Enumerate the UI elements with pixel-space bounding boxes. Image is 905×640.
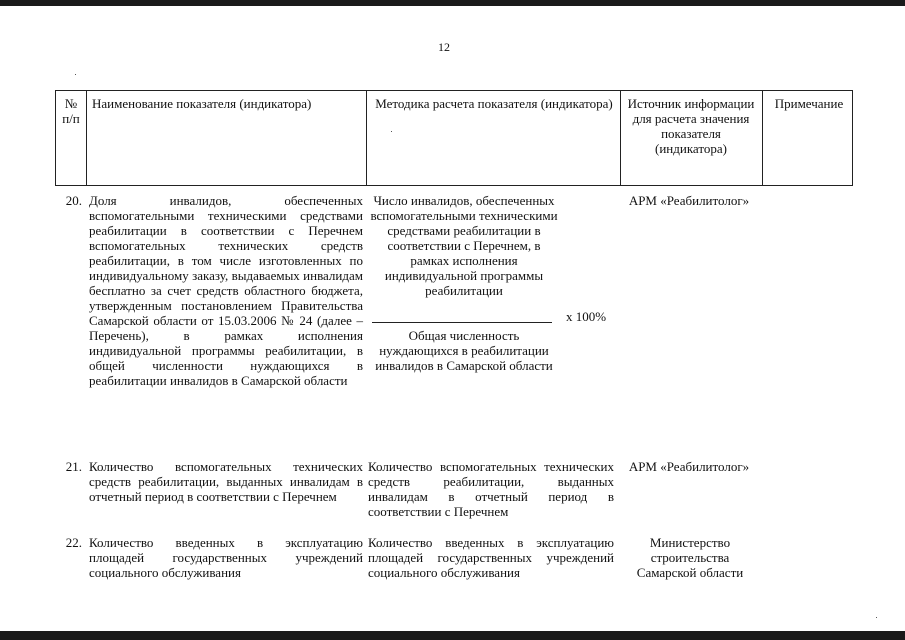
scan-top-border (0, 0, 905, 6)
header-num: № п/п (62, 96, 80, 126)
fraction-line (372, 322, 552, 323)
row-21-method: Количество вспомогательных технических средств реабилитации, выданных инвалидам в отчетный период в соответствии с Перечнем (368, 459, 614, 519)
page-number: 12 (438, 40, 450, 54)
column-divider (86, 91, 87, 185)
row-20-numerator: Число инвалидов, обеспеченных вспомогательными техническими средствами реабилитации в соответствии с Перечнем, в рамках исполнения индивидуальной программы реабилитации (370, 193, 558, 298)
scan-speck (876, 617, 877, 618)
scan-speck (75, 74, 76, 75)
row-21-source: АРМ «Реабилитолог» (628, 459, 750, 474)
row-21-name: Количество вспомогательных технических средств реабилитации, выданных инвалидам в отчетный период в соответствии с Перечнем (89, 459, 363, 504)
column-divider (366, 91, 367, 185)
row-22-source: Министерство строительства Самарской области (636, 535, 744, 580)
header-name: Наименование показателя (индикатора) (92, 96, 312, 111)
row-20-multiplier: x 100% (566, 309, 607, 324)
column-divider (620, 91, 621, 185)
scan-bottom-border (0, 631, 905, 640)
column-divider (762, 91, 763, 185)
row-22-method: Количество введенных в эксплуатацию площадей государственных учреждений социального обслуживания (368, 535, 614, 580)
row-20-name: Доля инвалидов, обеспеченных вспомогательными техническими средствами реабилитации в соответствии с Перечнем вспомогательных технических средств реабилитации, в том числе изготовленных по индивидуальному заказу, выдаваемых инвалидам бесплатно за счет средств областного бюджета, утвержденным постановлением Правительства Самарской области от 15.03.2006 № 24 (далее – Перечень), в рамках исполнения индивидуальной программы реабилитации, в общей численности нуждающихся в реабилитации инвалидов в Самарской области (89, 193, 363, 388)
row-22-name: Количество введенных в эксплуатацию площадей государственных учреждений социального обслуживания (89, 535, 363, 580)
row-20-num: 20. (65, 193, 82, 208)
row-20-source: АРМ «Реабилитолог» (628, 193, 750, 208)
scan-speck (391, 131, 392, 132)
header-source: Источник информации для расчета значения показателя (индикатора) (627, 96, 755, 156)
table-header (55, 90, 853, 186)
row-20-denominator: Общая численность нуждающихся в реабилитации инвалидов в Самарской области (375, 328, 553, 373)
header-note: Примечание (774, 96, 844, 111)
header-method: Методика расчета показателя (индикатора) (375, 96, 613, 111)
row-21-num: 21. (65, 459, 82, 474)
row-22-num: 22. (65, 535, 82, 550)
